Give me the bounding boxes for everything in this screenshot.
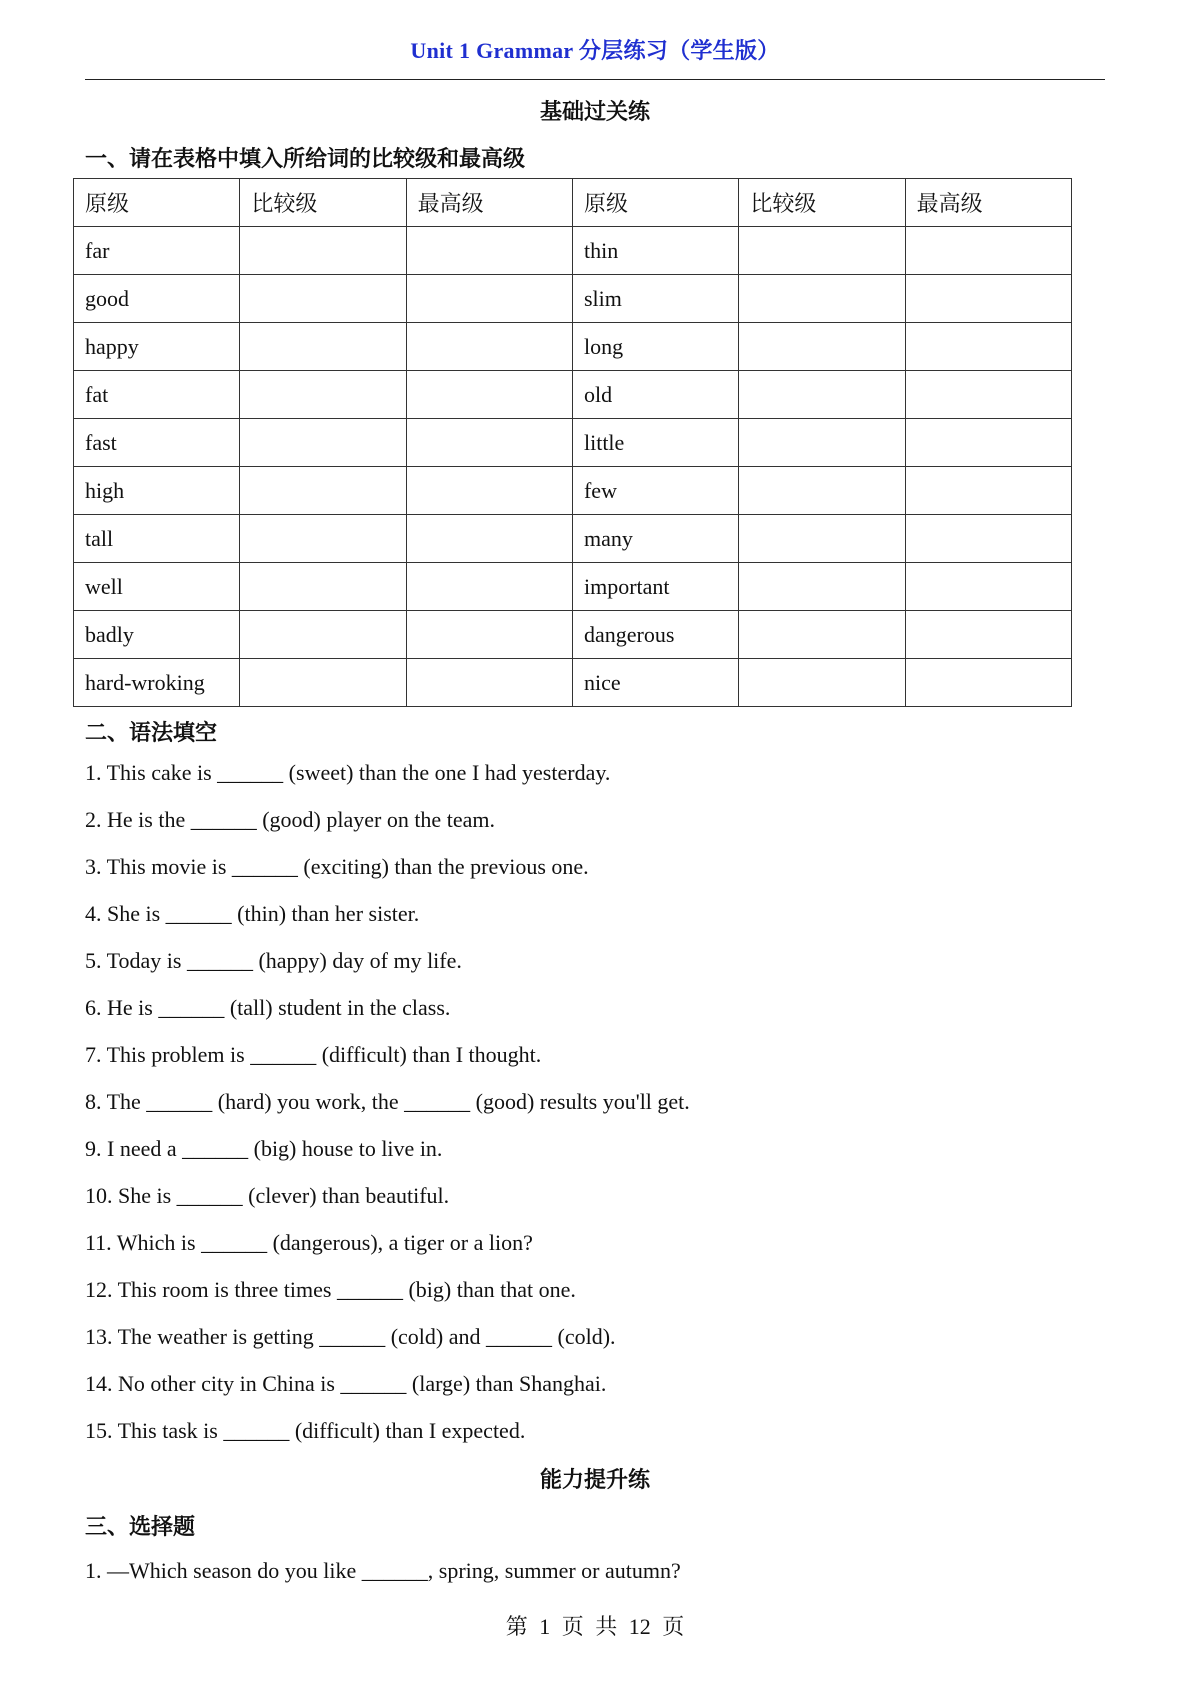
base-word-cell: hard-wroking [74,659,240,707]
question-item: 2. He is the ______ (good) player on the team. [85,807,495,832]
question-item: 11. Which is ______ (dangerous), a tiger or a lion? [85,1230,533,1255]
answer-cell[interactable] [240,371,406,419]
answer-cell[interactable] [240,659,406,707]
column-header-base: 原级 [572,179,738,227]
answer-cell[interactable] [905,419,1071,467]
answer-cell[interactable] [739,323,905,371]
answer-cell[interactable] [905,275,1071,323]
fill-in-questions [85,759,690,1464]
answer-cell[interactable] [406,275,572,323]
answer-cell[interactable] [406,323,572,371]
column-header-comparative: 比较级 [739,179,905,227]
base-word-cell: badly [74,611,240,659]
answer-cell[interactable] [739,227,905,275]
answer-cell[interactable] [905,611,1071,659]
answer-cell[interactable] [240,611,406,659]
answer-cell[interactable] [905,515,1071,563]
header-divider [85,79,1105,80]
answer-cell[interactable] [406,467,572,515]
table-row [74,371,1072,419]
question-item: 7. This problem is ______ (difficult) than I thought. [85,1042,542,1067]
answer-cell[interactable] [406,227,572,275]
base-word-cell: thin [572,227,738,275]
answer-cell[interactable] [739,611,905,659]
question-item: 6. He is ______ (tall) student in the class. [85,995,451,1020]
base-word-cell: little [572,419,738,467]
question-item: 13. The weather is getting ______ (cold) and ______ (cold). [85,1324,616,1349]
table-row [74,467,1072,515]
table-row [74,659,1072,707]
question-item: 12. This room is three times ______ (big) than that one. [85,1277,576,1302]
question-item: 8. The ______ (hard) you work, the ______ (good) results you'll get. [85,1089,690,1114]
table-row [74,515,1072,563]
word-forms-table [73,178,1072,707]
part3-heading: 三、选择题 [85,1514,196,1539]
answer-cell[interactable] [240,467,406,515]
document-title: Unit 1 Grammar 分层练习（学生版） [410,38,780,63]
answer-cell[interactable] [240,419,406,467]
base-word-cell: dangerous [572,611,738,659]
question-item: 5. Today is ______ (happy) day of my life. [85,948,462,973]
answer-cell[interactable] [739,467,905,515]
question-item: 14. No other city in China is ______ (large) than Shanghai. [85,1371,607,1396]
page-number: 第 1 页 共 12 页 [505,1614,685,1639]
section-title-basic: 基础过关练 [539,99,650,124]
table-row [74,227,1072,275]
question-item: 9. I need a ______ (big) house to live in. [85,1136,443,1161]
column-header-base: 原级 [74,179,240,227]
table-row [74,611,1072,659]
table-row [74,563,1072,611]
base-word-cell: slim [572,275,738,323]
answer-cell[interactable] [406,611,572,659]
base-word-cell: tall [74,515,240,563]
answer-cell[interactable] [739,371,905,419]
answer-cell[interactable] [739,659,905,707]
question-item: 4. She is ______ (thin) than her sister. [85,901,420,926]
base-word-cell: long [572,323,738,371]
answer-cell[interactable] [406,563,572,611]
base-word-cell: well [74,563,240,611]
column-header-comparative: 比较级 [240,179,406,227]
choice-question-1: 1. —Which season do you like ______, spring, summer or autumn? [85,1558,681,1583]
table-header-row [74,179,1072,227]
answer-cell[interactable] [739,275,905,323]
table-row [74,275,1072,323]
answer-cell[interactable] [240,515,406,563]
answer-cell[interactable] [905,467,1071,515]
part1-heading: 一、请在表格中填入所给词的比较级和最高级 [85,146,526,171]
base-word-cell: fast [74,419,240,467]
base-word-cell: many [572,515,738,563]
base-word-cell: happy [74,323,240,371]
answer-cell[interactable] [406,515,572,563]
answer-cell[interactable] [905,563,1071,611]
answer-cell[interactable] [905,659,1071,707]
base-word-cell: far [74,227,240,275]
base-word-cell: high [74,467,240,515]
answer-cell[interactable] [406,371,572,419]
table-row [74,419,1072,467]
answer-cell[interactable] [739,515,905,563]
column-header-superlative: 最高级 [406,179,572,227]
base-word-cell: few [572,467,738,515]
answer-cell[interactable] [905,227,1071,275]
question-item: 10. She is ______ (clever) than beautiful. [85,1183,450,1208]
answer-cell[interactable] [240,323,406,371]
answer-cell[interactable] [240,563,406,611]
column-header-superlative: 最高级 [905,179,1071,227]
question-item: 3. This movie is ______ (exciting) than the previous one. [85,854,589,879]
question-item: 15. This task is ______ (difficult) than I expected. [85,1418,526,1443]
table-row [74,323,1072,371]
answer-cell[interactable] [240,275,406,323]
section-title-advanced: 能力提升练 [539,1467,650,1492]
answer-cell[interactable] [406,659,572,707]
base-word-cell: nice [572,659,738,707]
base-word-cell: important [572,563,738,611]
part2-heading: 二、语法填空 [85,720,218,745]
base-word-cell: good [74,275,240,323]
answer-cell[interactable] [406,419,572,467]
answer-cell[interactable] [905,371,1071,419]
base-word-cell: old [572,371,738,419]
answer-cell[interactable] [739,419,905,467]
question-item: 1. This cake is ______ (sweet) than the one I had yesterday. [85,760,611,785]
answer-cell[interactable] [240,227,406,275]
answer-cell[interactable] [905,323,1071,371]
base-word-cell: fat [74,371,240,419]
answer-cell[interactable] [739,563,905,611]
